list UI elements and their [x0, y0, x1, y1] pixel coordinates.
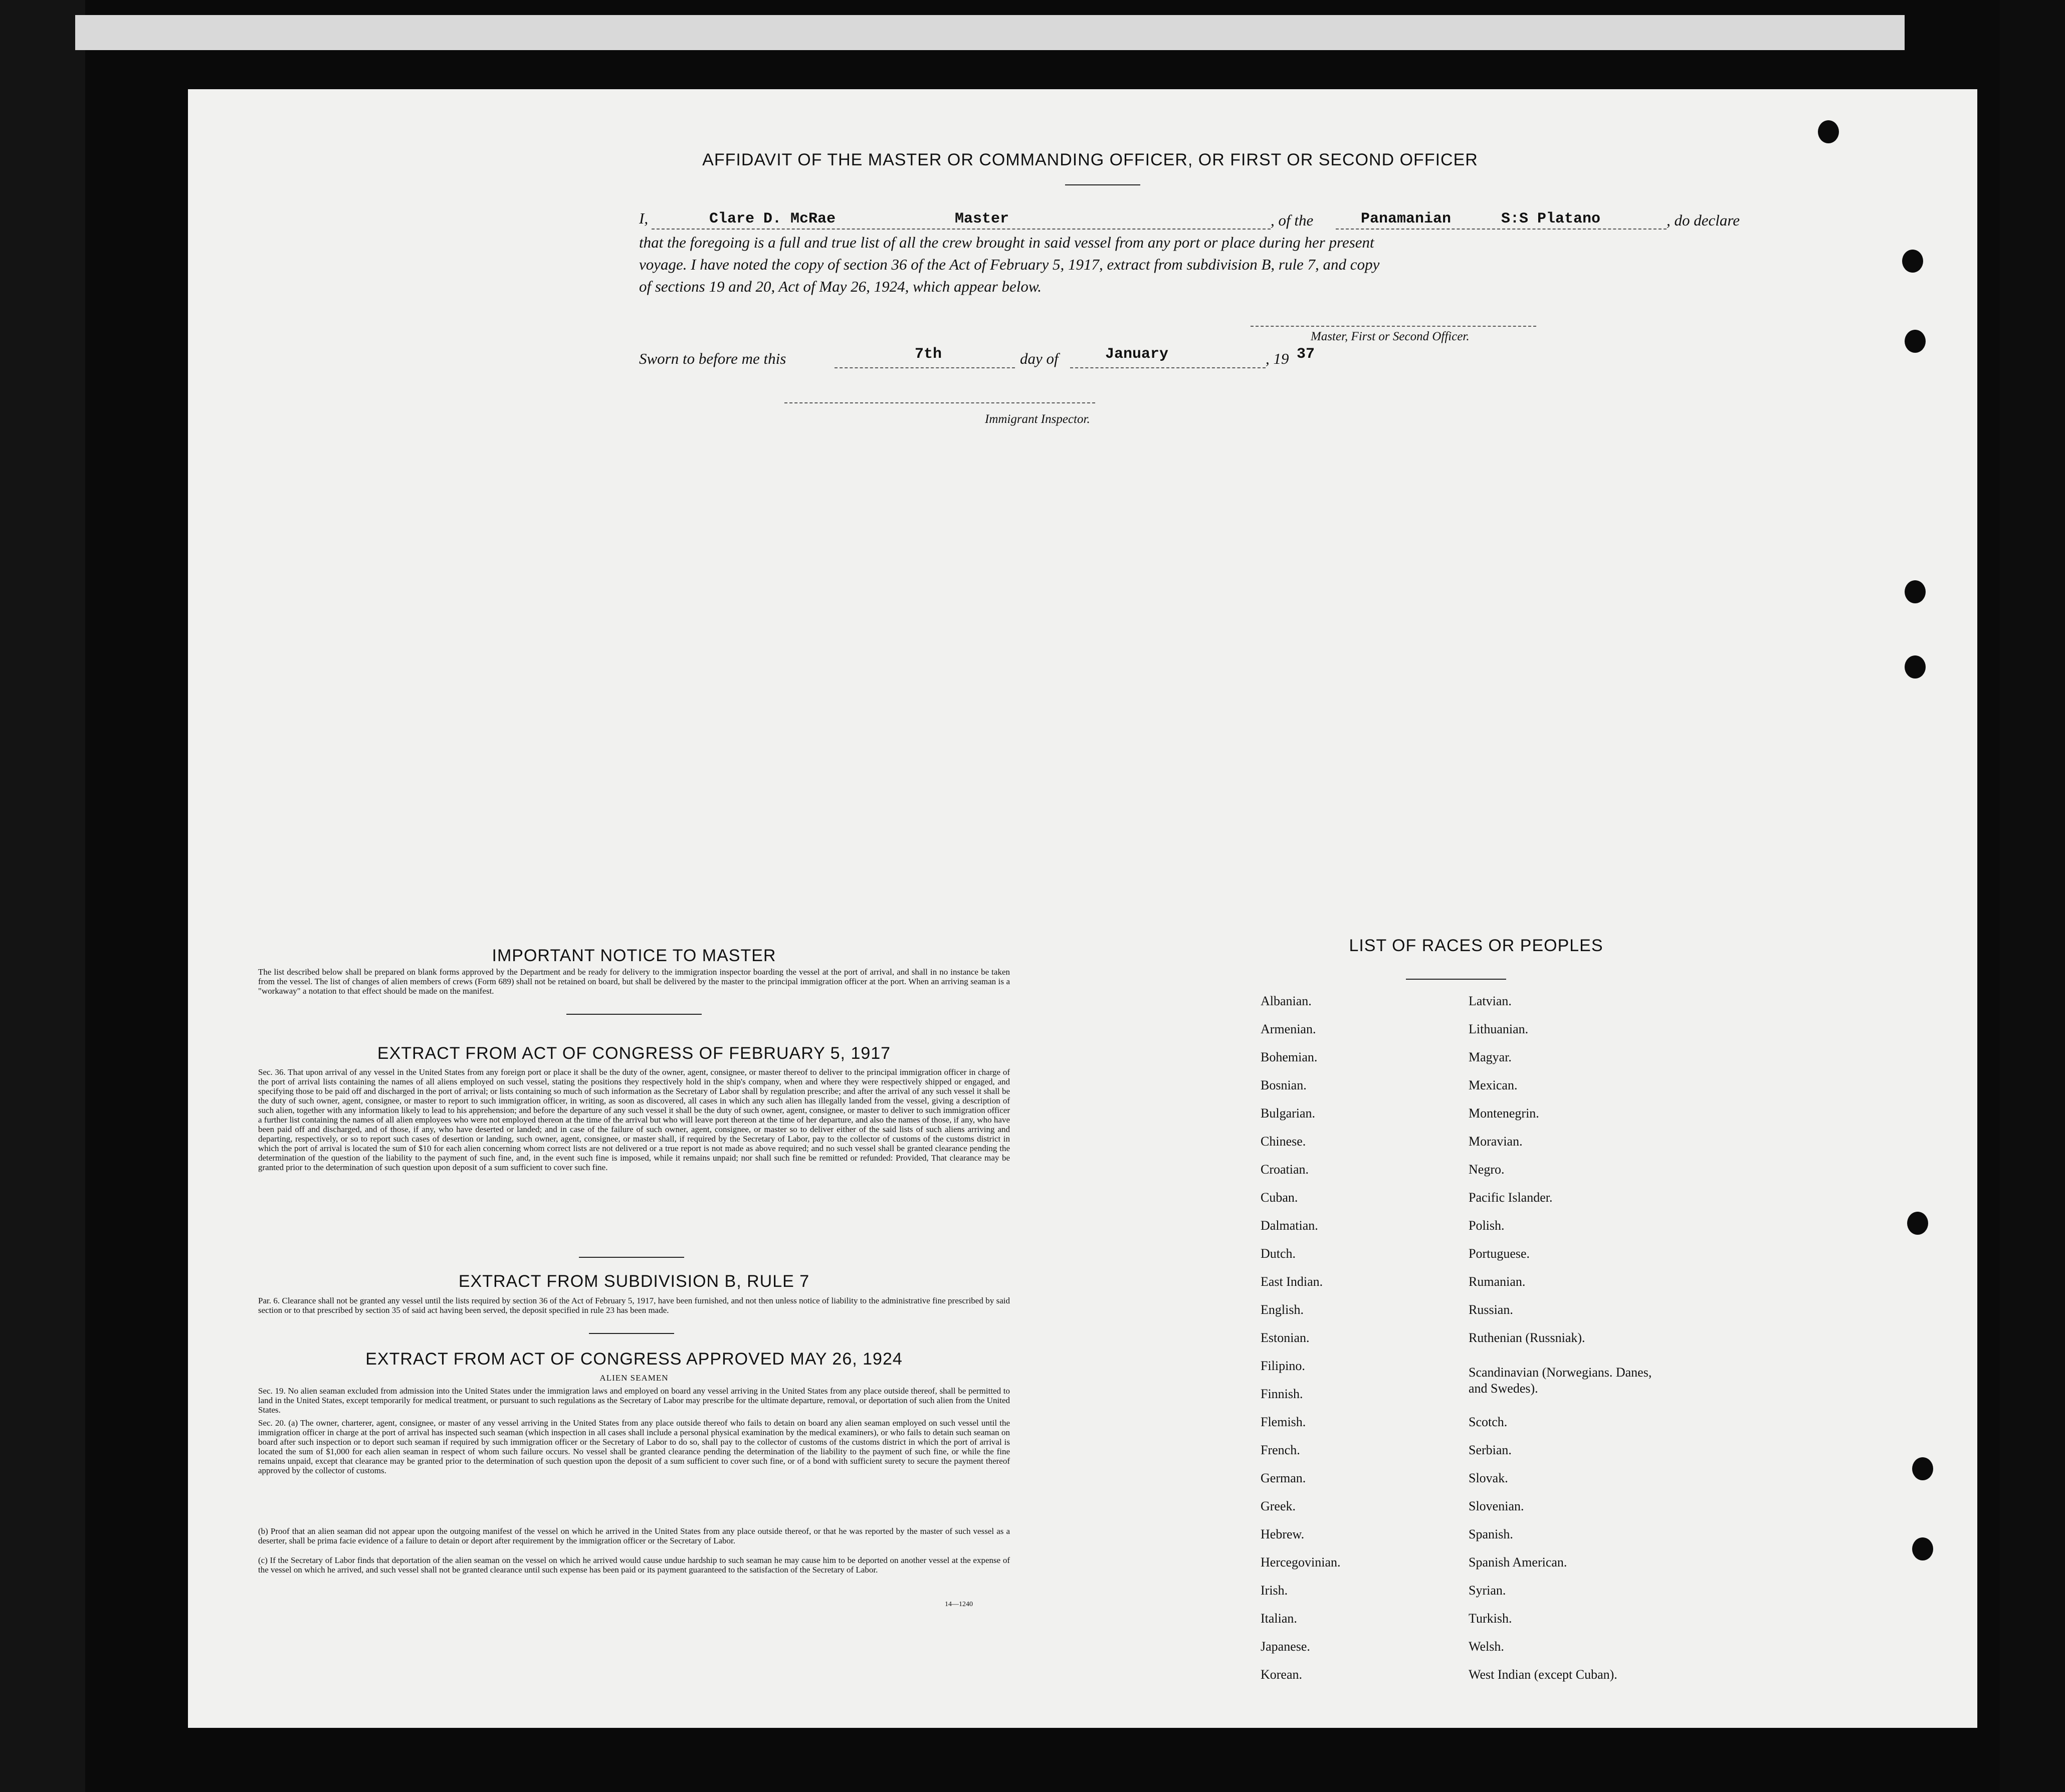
- race-left: Bosnian.: [1261, 1078, 1307, 1092]
- affidavit-title: AFFIDAVIT OF THE MASTER OR COMMANDING OFFICER, OR FIRST OR SECOND OFFICER: [702, 150, 1478, 169]
- race-left: Bulgarian.: [1261, 1106, 1316, 1121]
- punch-hole: [1912, 1537, 1933, 1560]
- race-left: Irish.: [1261, 1583, 1288, 1598]
- punch-hole: [1912, 1457, 1933, 1480]
- act-1924-sec-20b: (b) Proof that an alien seaman did not appear upon the outgoing manifest of the vessel on which he arrived in the United States from any place outside thereof, or that he was reported by the master of such vessel as a deserter, shall be prima facie evidence of a failure to detain or deport after requirement by the immigration officer or the Secretary of Labor.: [258, 1526, 1010, 1545]
- inspector-label: Immigrant Inspector.: [985, 412, 1090, 426]
- race-left: Albanian.: [1261, 994, 1312, 1008]
- race-right: Montenegrin.: [1469, 1106, 1539, 1121]
- race-left: Greek.: [1261, 1499, 1296, 1513]
- race-left: Bohemian.: [1261, 1050, 1318, 1064]
- race-right: Spanish American.: [1469, 1555, 1567, 1570]
- race-left: Korean.: [1261, 1667, 1303, 1682]
- act-1924-sec-20c: (c) If the Secretary of Labor finds that deportation of the alien seaman on the vessel on which he arrived would cause undue hardship to such seaman he may cause him to be deported on another vessel at the expense of the vessel on which he arrived, and such vessel shall not be granted clearance until such expense has been paid or its payment guaranteed to the satisfaction of the Secretary of Labor.: [258, 1555, 1010, 1575]
- race-left: East Indian.: [1261, 1274, 1323, 1289]
- sworn-text: Sworn to before me this: [639, 350, 786, 367]
- day-of-text: day of: [1020, 350, 1059, 367]
- inspector-signature-line: [784, 402, 1095, 403]
- master-name: Clare D. McRae: [709, 210, 836, 228]
- declaration-line-3: voyage. I have noted the copy of section 36 of the Act of February 5, 1917, extract from subdivision B, rule 7, and copy: [639, 256, 1380, 273]
- race-left: Hercegovinian.: [1261, 1555, 1341, 1570]
- master-signature-line: [1251, 326, 1536, 327]
- punch-hole: [1818, 120, 1839, 143]
- races-title: LIST OF RACES OR PEOPLES: [1349, 936, 1603, 955]
- race-right: Turkish.: [1469, 1611, 1512, 1626]
- race-left: Dalmatian.: [1261, 1218, 1318, 1233]
- declarant-pronoun: I,: [639, 209, 649, 227]
- race-left: Dutch.: [1261, 1246, 1296, 1261]
- race-left: Filipino.: [1261, 1359, 1305, 1373]
- act-1917-text: Sec. 36. That upon arrival of any vessel in the United States from any foreign port or place it shall be the duty of the owner, agent, consignee, or master thereof to deliver to the principal immigration officer in charge of the port of arrival lists containing the names of all aliens employed on such vessel, stating the positions they respectively hold in the ship's company, when and where they were respectively shipped or engaged, and specifying those to be paid off and discharged in the port of arrival; or lists containing so much of such information as the Secretary of Labor shall by regulation prescribe; and after the arrival of any such vessel it shall be the duty of such owner, agent, consignee, or master to report to such immigration officer, in writing, as soon as discovered, all cases in which any such alien has illegally landed from the vessel, giving a description of such alien, together with any information likely to lead to his apprehension; and before the departure of any such vessel it shall be the duty of such owner, agent, consignee, or master to deliver to such immigration officer a further list containing the names of all alien employees who were not employed thereon at the time of the arrival but who will leave port thereon at the time of her departure, and also the names of those, if any, who have been paid off and discharged, and of those, if any, who have deserted or landed; and in case of the failure of such owner, agent, consignee, or master so to deliver either of the said lists of such aliens arriving and departing, respectively, or so to report such cases of desertion or landing, such owner, agent, consignee, or master shall, if required by the Secretary of Labor, pay to the collector of customs of the customs district in which the port of arrival is located the sum of $10 for each alien concerning whom correct lists are not delivered or a true report is not made as above required; and no such vessel shall be granted clearance pending the determination of the question of the liability to the payment of such fine, and, in the event such fine is imposed, while it remains unpaid; nor shall such fine be remitted or refunded: Provided, That clearance may be granted prior to the determination of such question upon deposit of a sum sufficient to cover such fine.: [258, 1067, 1010, 1172]
- act-1924-sec-20a: Sec. 20. (a) The owner, charterer, agent, consignee, or master of any vessel arriving in the United States from any place outside thereof who fails to detain on board any alien seaman employed on such vessel until the immigration officer in charge at the port of arrival has inspected such seaman (which inspection in all cases shall include a personal physical examination by the medical examiners), or who fails to detain such seaman on board after such inspection or to deport such seaman if required by such immigration officer or the Secretary of Labor to do so, shall pay to the collector of customs of the customs district in which the port of arrival is located the sum of $1,000 for each alien seaman in respect of whom such failure occurs. No vessel shall be granted clearance pending the determination of the liability to the payment of such fine, or while the fine remains unpaid, except that clearance may be granted prior to the determination of such question upon the deposit of a sum sufficient to cover such fine, or of a bond with sufficient surety to secure the payment thereof approved by the collector of customs.: [258, 1418, 1010, 1475]
- master-rank: Master: [955, 210, 1009, 228]
- vessel-line: [1336, 229, 1667, 230]
- race-right: Latvian.: [1469, 994, 1512, 1008]
- binder-edge: [0, 0, 85, 1792]
- race-right: Lithuanian.: [1469, 1022, 1529, 1036]
- punch-hole: [1902, 250, 1923, 273]
- race-left: Japanese.: [1261, 1639, 1310, 1654]
- year-prefix: , 19: [1266, 350, 1289, 367]
- race-right: Ruthenian (Russniak).: [1469, 1330, 1585, 1345]
- race-right: Magyar.: [1469, 1050, 1512, 1064]
- punch-hole: [1907, 1212, 1928, 1235]
- race-right: Rumanian.: [1469, 1274, 1526, 1289]
- race-right: Syrian.: [1469, 1583, 1506, 1598]
- sworn-month: January: [1105, 346, 1169, 363]
- right-border: [2000, 0, 2065, 1792]
- sworn-day: 7th: [915, 346, 942, 363]
- race-right: Serbian.: [1469, 1443, 1512, 1457]
- race-right: Welsh.: [1469, 1639, 1504, 1654]
- race-left: English.: [1261, 1302, 1304, 1317]
- race-right: Portuguese.: [1469, 1246, 1530, 1261]
- race-left: Chinese.: [1261, 1134, 1306, 1149]
- race-left: Finnish.: [1261, 1387, 1303, 1401]
- race-right: West Indian (except Cuban).: [1469, 1667, 1617, 1682]
- race-left: Cuban.: [1261, 1190, 1298, 1205]
- race-right: Negro.: [1469, 1162, 1505, 1177]
- race-left: Estonian.: [1261, 1330, 1310, 1345]
- document-page: [188, 89, 1977, 1728]
- race-right: Spanish.: [1469, 1527, 1513, 1541]
- race-right: Russian.: [1469, 1302, 1513, 1317]
- of-the-text: , of the: [1271, 211, 1314, 229]
- title-rule: [1065, 184, 1140, 185]
- race-right: Slovak.: [1469, 1471, 1508, 1485]
- race-right: Polish.: [1469, 1218, 1505, 1233]
- vessel-nationality: Panamanian: [1361, 210, 1452, 228]
- top-paper-edge: [75, 15, 1905, 50]
- race-right: Scandinavian (Norwegians. Danes, and Swedes).: [1469, 1365, 1652, 1396]
- declaration-line-4: of sections 19 and 20, Act of May 26, 1924, which appear below.: [639, 278, 1042, 295]
- race-right: Slovenian.: [1469, 1499, 1524, 1513]
- race-right: Mexican.: [1469, 1078, 1518, 1092]
- race-right: Pacific Islander.: [1469, 1190, 1553, 1205]
- race-left: French.: [1261, 1443, 1300, 1457]
- act-1924-title: EXTRACT FROM ACT OF CONGRESS APPROVED MAY 26, 1924: [365, 1350, 903, 1369]
- races-divider: [1406, 979, 1506, 980]
- act-1924-sec-19: Sec. 19. No alien seaman excluded from admission into the United States under the immigration laws and employed on board any vessel arriving in the United States from any place outside thereof, shall be permitted to land in the United States, except temporarily for medical treatment, or pursuant to such regulations as the Secretary of Labor may prescribe for the ultimate departure, removal, or deportation of such alien from the United States.: [258, 1386, 1010, 1415]
- divider: [566, 1014, 702, 1015]
- race-right: Moravian.: [1469, 1134, 1523, 1149]
- act-1917-title: EXTRACT FROM ACT OF CONGRESS OF FEBRUARY 5, 1917: [377, 1044, 891, 1063]
- act-1924-subtitle: ALIEN SEAMEN: [599, 1373, 669, 1383]
- punch-hole: [1905, 330, 1926, 353]
- race-right: Scotch.: [1469, 1415, 1508, 1429]
- race-left: Croatian.: [1261, 1162, 1309, 1177]
- notice-text: The list described below shall be prepared on blank forms approved by the Department and be ready for delivery to the immigration inspector boarding the vessel at the port of arrival, and shall in no instance be taken from the vessel. The list of changes of alien members of crews (Form 689) shall not be retained on board, but shall be delivered by the master to the principal immigration officer at the port. When an arriving seaman is a "workaway" a notation to that effect should be made on the manifest.: [258, 967, 1010, 996]
- punch-hole: [1905, 580, 1926, 603]
- do-declare-text: , do declare: [1667, 211, 1740, 229]
- race-left: Italian.: [1261, 1611, 1297, 1626]
- race-left: Armenian.: [1261, 1022, 1316, 1036]
- month-line: [1070, 367, 1266, 368]
- rule-7-title: EXTRACT FROM SUBDIVISION B, RULE 7: [458, 1272, 810, 1291]
- rule-7-text: Par. 6. Clearance shall not be granted any vessel until the lists required by section 36 of the Act of February 5, 1917, have been furnished, and not then unless notice of liability to the administrative fine prescribed by said section or to that prescribed by section 35 of said act having been served, the deposit specified in rule 23 has been made.: [258, 1296, 1010, 1315]
- year-suffix: 37: [1297, 346, 1315, 363]
- day-line: [835, 367, 1015, 368]
- name-line: [652, 229, 1271, 230]
- form-number: 14—1240: [945, 1601, 973, 1608]
- notice-title: IMPORTANT NOTICE TO MASTER: [492, 946, 776, 965]
- race-left: German.: [1261, 1471, 1306, 1485]
- punch-hole: [1905, 655, 1926, 679]
- declaration-line-2: that the foregoing is a full and true list of all the crew brought in said vessel from any port or place during her present: [639, 234, 1374, 251]
- race-left: Hebrew.: [1261, 1527, 1305, 1541]
- divider: [589, 1333, 674, 1334]
- vessel-name: S:S Platano: [1501, 210, 1601, 228]
- divider: [579, 1257, 684, 1258]
- race-left: Flemish.: [1261, 1415, 1306, 1429]
- master-signature-label: Master, First or Second Officer.: [1311, 330, 1470, 343]
